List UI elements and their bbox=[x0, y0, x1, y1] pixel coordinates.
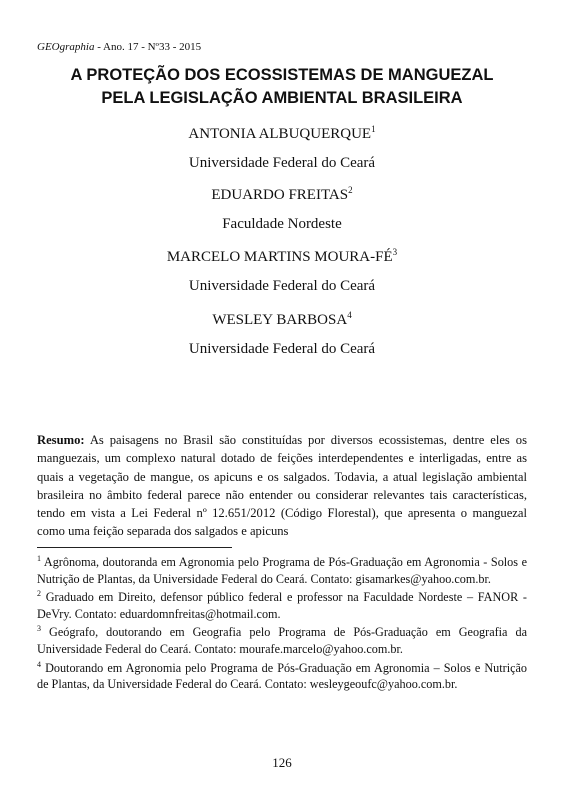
footnote: $^4$ Doutorando em Agronomia pelo Programa de Pós-Graduação em Agronomia – Solos e Nutrição de Plantas, da Universidade Federal do Ceará. Contato: wesleygeoufc@yahoo.com.br. bbox=[37, 659, 527, 692]
footnote-ref[interactable]: 4 bbox=[347, 310, 352, 320]
author-name: MARCELO MARTINS MOURA-$FÉ^3$ bbox=[166, 247, 398, 265]
footnote-ref[interactable]: 2 bbox=[348, 185, 353, 195]
author-name: WESLEY BARBOSA$^4$ bbox=[212, 310, 352, 328]
footnote: $^3$ Geógrafo, doutorando em Geografia pelo Programa de Pós-Graduação em Geografia da Universidade Federal do Ceará. Contato: mourafe.marcelo@yahoo.com.br. bbox=[37, 624, 528, 656]
abstract-label: Resumo: bbox=[37, 433, 85, 447]
footnotes bbox=[37, 554, 527, 695]
author-affiliation: Universidade Federal do Ceará bbox=[188, 278, 376, 294]
footnote: $^1$ Agrônoma, doutoranda em Agronomia pelo Programa de Pós-Graduação em Agronomia - Solos e Nutrição de Plantas, da Universidade Federal do Ceará. Contato: gisamarkes@yahoo.com.br. bbox=[37, 554, 527, 586]
title-line-1: A PROTEÇÃO DOS ECOSSISTEMAS DE MANGUEZAL bbox=[70, 66, 494, 84]
footnote-ref[interactable]: 3 bbox=[392, 247, 398, 257]
footnote: $^2$ Graduado em Direito, defensor público federal e professor na Faculdade Nordeste – FANOR - DeVry. Contato: eduardomnfreitas@hotmail.com. bbox=[37, 589, 527, 621]
footnote-ref[interactable]: 1 bbox=[371, 124, 376, 134]
author-affiliation: Universidade Federal do Ceará bbox=[188, 155, 376, 171]
author-affiliation: Universidade Federal do Ceará bbox=[188, 341, 376, 357]
author-name: EDUARDO FREITAS$^2$ bbox=[211, 185, 353, 203]
author-name: ANTONIA ALBUQUERQUE$^1$ bbox=[188, 124, 376, 142]
journal-name: GEOgraphia bbox=[37, 41, 95, 53]
issue-info: - Ano. 17 - Nº33 - 2015 bbox=[94, 41, 202, 53]
footnote-divider bbox=[37, 547, 232, 548]
running-head bbox=[37, 41, 201, 53]
title-line-2: PELA LEGISLAÇÃO AMBIENTAL BRASILEIRA bbox=[101, 89, 463, 107]
abstract-text: As paisagens no Brasil são constituídas por diversos ecossistemas, dentre eles os manguezais, um complexo natural dotado de feições interdependentes e interligadas, entre as quais a vegetação de mangue, os apicuns e os salgados. Todavia, a atual legislação ambiental brasileira no âmbito federal parece não entender ou considerar relevantes tais características, tendo em vista a Lei Federal nº 12.651/2012 (Código Florestal), que apresenta o manguezal como uma feição separada dos salgados e apicuns bbox=[37, 433, 527, 539]
page-number: 126 bbox=[272, 755, 292, 770]
paper-title bbox=[0, 64, 564, 110]
author-affiliation: Faculdade Nordeste bbox=[222, 216, 342, 232]
abstract bbox=[37, 431, 527, 541]
